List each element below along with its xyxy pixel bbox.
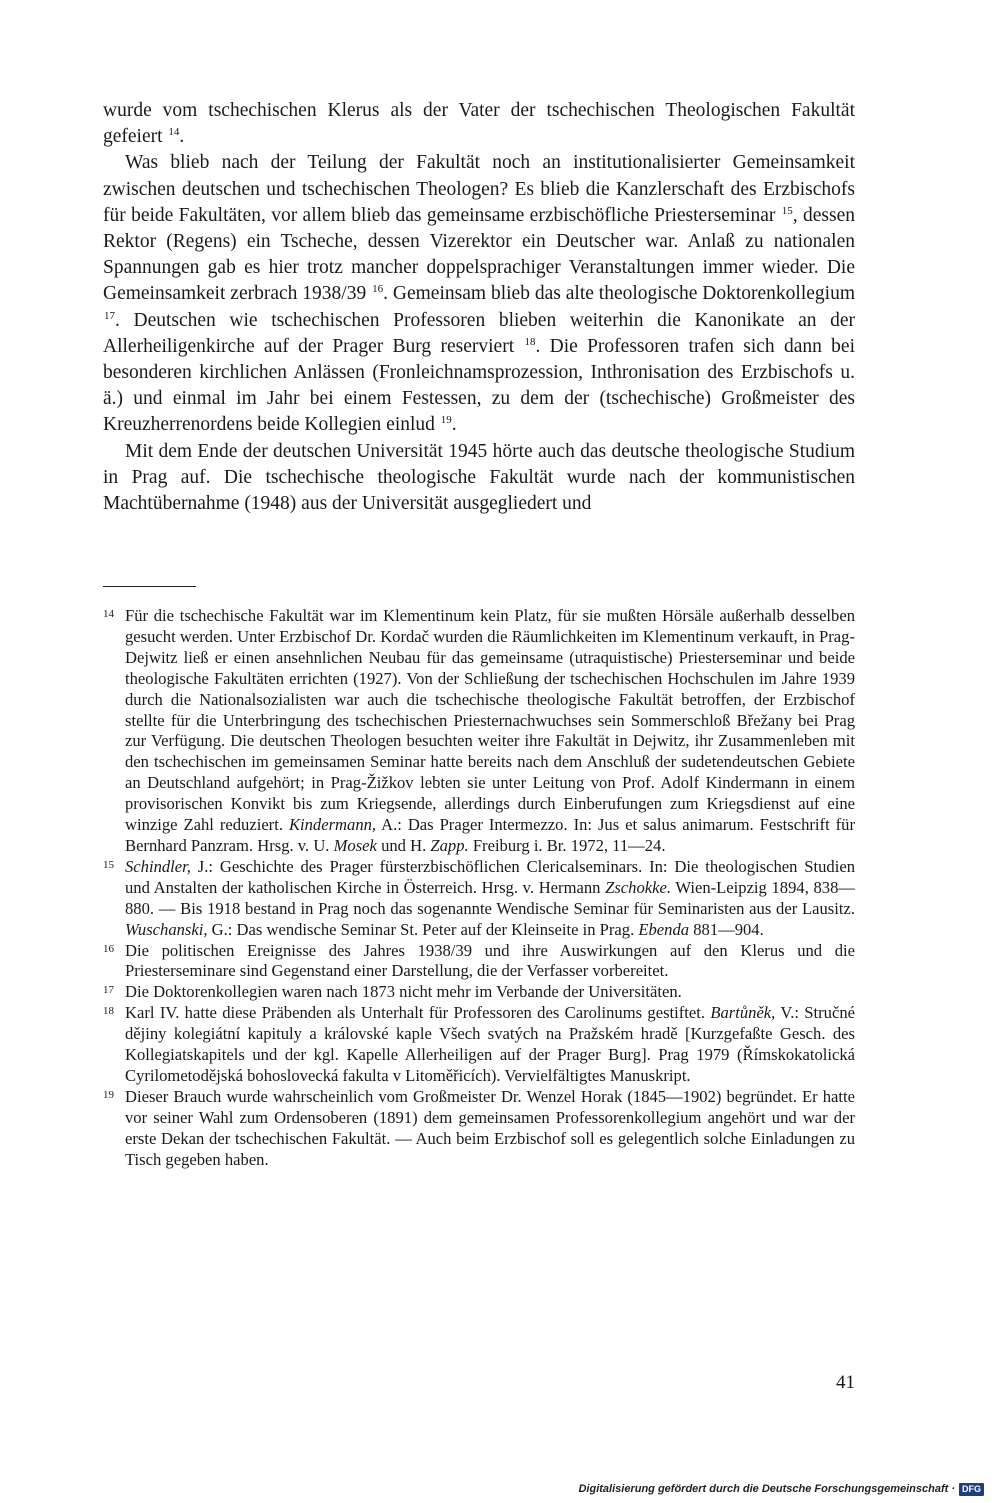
footnote <box>103 982 855 1003</box>
text-run: . <box>451 414 457 436</box>
italic-text: Zschokke. <box>605 877 671 897</box>
italic-text: Schindler, <box>125 856 191 876</box>
footnotes <box>103 606 855 1170</box>
italic-text: Zapp. <box>430 835 469 855</box>
italic-text: Bartůněk, <box>710 1003 776 1023</box>
digitization-credit <box>578 1482 984 1496</box>
italic-text: Ebenda <box>638 919 690 939</box>
footnote-text <box>125 1087 855 1171</box>
text-run: Die politischen Ereignisse des Jahres 1938/39 und ihre Auswirkungen auf den Klerus und die Priesterseminare sind Gegenstand einer Darstellung, die der Verfasser vorbereitet. <box>125 940 855 981</box>
footnote-text <box>125 606 855 857</box>
footnote-ref: 15 <box>781 204 793 217</box>
footnote-ref: 16 <box>372 283 384 296</box>
text-run: . Deutschen wie tschechischen Professoren blieben weiterhin die Kanonikate an der Allerheiligenkirche auf der Prager Burg reserviert <box>103 309 855 357</box>
footnote-ref: 18 <box>524 335 536 348</box>
footnote-text <box>125 941 855 983</box>
text-run: Dieser Brauch wurde wahrscheinlich vom Großmeister Dr. Wenzel Horak (1845—1902) begründet. Er hatte vor seiner Wahl zum Ordensoberen (1891) dem gemeinsamen Professorenkollegium angehört und war der erste Dekan der tschechischen Fakultät. — Auch beim Erzbischof soll es gelegentlich solche Einladungen zu Tisch gegeben haben. <box>125 1086 855 1169</box>
text-run: wurde vom tschechischen Klerus als der Vater der tschechischen Theologischen Fakultät gefeiert <box>103 100 855 148</box>
paragraph <box>103 98 855 150</box>
text-run: . <box>179 126 185 148</box>
text-run: V.: Stručné dějiny kolegiátní kapituly a královské kaple Všech svatých na Pražském hradě [Kurzgefaßte Gesch. des Kollegiatskapitels und der kgl. Kapelle Allerheiligen auf der Prager Burg]. Prag 1979 (Římskokatolická Cyrilometodějská bohoslovecká fakulta v Litoměřicích). Vervielfältigtes Manuskript. <box>125 1003 855 1085</box>
text-run: Karl IV. hatte diese Präbenden als Unterhalt für Professoren des Carolinums gestiftet. <box>125 1003 711 1023</box>
footnote-number: 16 <box>103 942 114 955</box>
footnote <box>103 941 855 983</box>
footnote-number: 19 <box>103 1088 114 1101</box>
paragraph <box>103 439 855 518</box>
italic-text: Wuschanski, <box>125 919 208 939</box>
text-run: und H. <box>376 835 431 855</box>
text-run: , dessen Rektor (Regens) ein Tscheche, dessen Vizerektor ein Deutscher war. Anlaß zu nationalen Spannungen gab es hier trotz mancher doppelsprachiger Veranstaltungen immer wieder. Die Gemeinsamkeit zerbrach 1938/39 <box>103 204 855 305</box>
dfg-logo: DFG <box>959 1483 984 1496</box>
footnote-separator <box>103 586 196 587</box>
text-run: . Die Professoren trafen sich dann bei besonderen kirchlichen Anlässen (Fronleichnamsprozession, Inthronisation des Erzbischofs u. ä.) und einmal im Jahr bei einem Festessen, zu dem der (tschechische) Großmeister des Kreuzherrenordens beide Kollegien einlud <box>103 335 856 436</box>
text-run: Für die tschechische Fakultät war im Klementinum kein Platz, für sie mußten Hörsäle außerhalb desselben gesucht werden. Unter Erzbischof Dr. Kordač wurden die Räumlichkeiten im Klementinum verkauft, in Prag-Dejwitz ließ er einen ansehnlichen Neubau für das gemeinsame (utraquistische) Priesterseminar und beide theologische Fakultäten errichten (1927). Von der Schließung der tschechischen Hochschulen im Jahre 1939 durch die Nationalsozialisten war auch die tschechische theologische Fakultät betroffen, der Erzbischof stellte für die Unterbringung des tschechischen Priesternachwuchses sein Sommerschloß Břežany bei Prag zur Verfügung. Die deutschen Theologen besuchten weiter ihre Fakultät in Dejwitz, ihr Zusammenleben mit den tschechischen im gemeinsamen Seminar hatte bereits nach dem Anschluß der sudetendeutschen Gebiete an Deutschland aufgehört; in Prag-Žižkov lebten sie unter Leitung von Prof. Adolf Kindermann in einem provisorischen Konvikt bis zum Kriegsende, allerdings durch Einberufungen zum Kriegsdienst auf eine winzige Zahl reduziert. <box>125 606 855 835</box>
italic-text: Mosek <box>333 835 377 855</box>
text-run: Wien-Leipzig 1894, 838—880. — Bis 1918 bestand in Prag noch das sogenannte Wendische Seminar für Seminaristen aus der Lausitz. <box>125 877 855 918</box>
text-run: J.: Geschichte des Prager fürsterzbischöflichen Clericalseminars. In: Die theologischen Studien und Anstalten der katholischen Kirche in Österreich. Hrsg. v. Hermann <box>125 856 855 897</box>
main-text <box>103 98 855 517</box>
footnote <box>103 606 855 857</box>
footnote-number: 17 <box>103 984 114 997</box>
footnote-number: 15 <box>103 858 114 871</box>
footnote-text <box>125 857 855 941</box>
footnote-ref: 19 <box>440 414 452 427</box>
footnote-text <box>125 982 855 1003</box>
italic-text: Kindermann, <box>288 815 377 835</box>
footnote <box>103 1087 855 1171</box>
text-run: G.: Das wendische Seminar St. Peter auf der Kleinseite in Prag. <box>207 919 639 939</box>
footnote-number: 14 <box>103 608 114 620</box>
footnote <box>103 1003 855 1087</box>
text-run: Was blieb nach der Teilung der Fakultät noch an institutionalisierter Gemeinsamkeit zwischen deutschen und tschechischen Theologen? Es blieb die Kanzlerschaft des Erzbischofs für beide Fakultäten, vor allem blieb das gemeinsame erzbischöfliche Priesterseminar <box>103 152 855 226</box>
text-run: A.: Das Prager Intermezzo. In: Jus et salus animarum. Festschrift für Bernhard Panzram. Hrsg. v. U. <box>125 815 855 855</box>
footnote-ref: 14 <box>168 126 180 139</box>
text-run: Die Doktorenkollegien waren nach 1873 nicht mehr im Verbande der Universitäten. <box>125 982 682 1002</box>
text-run: 881—904. <box>689 919 764 939</box>
footnote-ref: 17 <box>104 309 115 322</box>
footnote <box>103 857 855 941</box>
text-run: Mit dem Ende der deutschen Universität 1945 hörte auch das deutsche theologische Studium in Prag auf. Die tschechische theologische Fakultät wurde nach der kommunistischen Machtübernahme (1948) aus der Universität ausgegliedert und <box>103 440 855 515</box>
footnote-number: 18 <box>103 1005 114 1018</box>
footnote-text <box>125 1003 855 1087</box>
paragraph <box>103 150 855 438</box>
page-number: 41 <box>836 1372 855 1393</box>
credit-text: Digitalisierung gefördert durch die Deutsche Forschungsgemeinschaft · <box>578 1483 955 1495</box>
text-run: Freiburg i. Br. 1972, 11—24. <box>468 835 666 855</box>
text-run: . Gemeinsam blieb das alte theologische Doktorenkollegium <box>383 283 855 305</box>
